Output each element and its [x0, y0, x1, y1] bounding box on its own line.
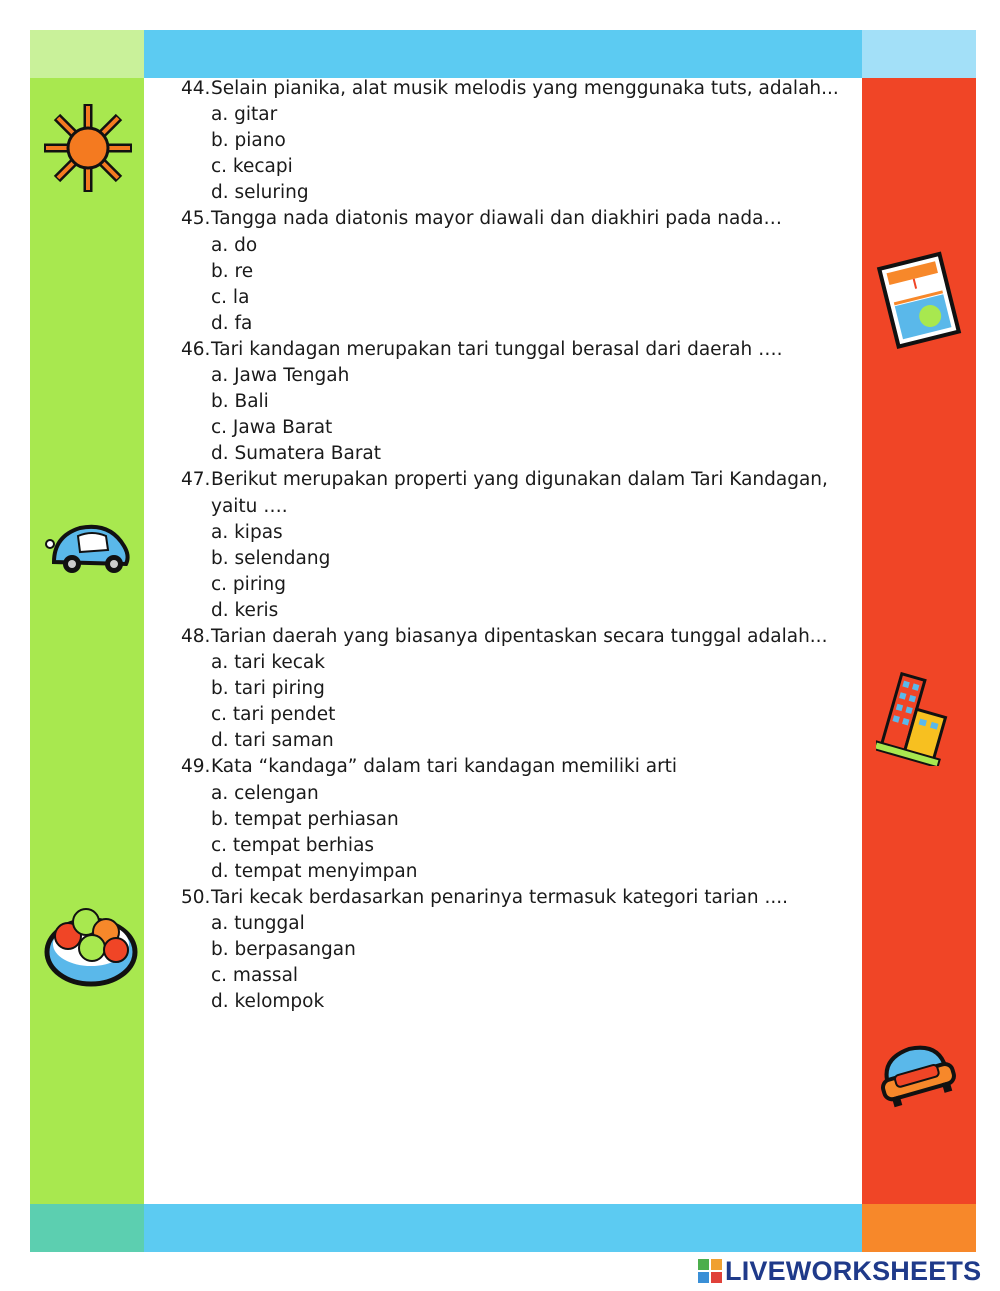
frame-corner-top-left	[30, 30, 144, 78]
question-number: 46.	[181, 338, 211, 360]
question-number: 49.	[181, 756, 211, 778]
frame-bottom-band	[144, 1204, 862, 1252]
question-number: 45.	[181, 208, 211, 230]
answer-option[interactable]: a. tunggal	[211, 913, 305, 934]
answer-option[interactable]: c. tempat berhias	[211, 834, 375, 856]
brand-text: LIVEWORKSHEETS	[725, 1255, 982, 1286]
question-block	[181, 337, 851, 467]
answer-option[interactable]: d. tari saman	[211, 730, 334, 752]
question-block	[181, 754, 851, 884]
answer-option[interactable]: c. massal	[211, 965, 299, 987]
question-text: Berikut merupakan properti yang digunakan dalam Tari Kandagan, yaitu ….	[211, 469, 828, 517]
answer-option[interactable]: c. piring	[211, 573, 287, 595]
question-row	[181, 467, 851, 519]
answer-option[interactable]: d. tempat menyimpan	[211, 860, 418, 882]
frame-left-strip	[30, 78, 144, 1204]
options-list	[181, 102, 851, 206]
question-text: Tarian daerah yang biasanya dipentaskan secara tunggal adalah...	[211, 625, 828, 647]
answer-option[interactable]: d. Sumatera Barat	[211, 443, 382, 465]
question-number: 44.	[181, 78, 211, 99]
answer-option[interactable]: d. kelompok	[211, 991, 325, 1013]
question-block	[181, 467, 851, 624]
answer-option[interactable]: a. gitar	[211, 104, 278, 126]
frame-corner-top-right	[862, 30, 976, 78]
answer-option[interactable]: c. Jawa Barat	[211, 417, 333, 439]
options-list	[181, 650, 851, 754]
question-block	[181, 885, 851, 1015]
question-block	[181, 206, 851, 336]
frame-corner-bottom-left	[30, 1204, 144, 1252]
frame-top-band	[144, 30, 862, 78]
frame-corner-bottom-right	[862, 1204, 976, 1252]
question-block	[181, 624, 851, 754]
answer-option[interactable]: b. berpasangan	[211, 939, 356, 961]
answer-option[interactable]: a. do	[211, 234, 258, 256]
sun-icon	[40, 100, 136, 196]
answer-option[interactable]: c. kecapi	[211, 156, 293, 178]
fruit-bowl-icon	[42, 902, 140, 988]
answer-option[interactable]: a. celengan	[211, 782, 319, 804]
question-row	[181, 206, 851, 232]
quiz-content	[181, 76, 851, 1015]
question-row	[181, 885, 851, 911]
answer-option[interactable]: d. keris	[211, 599, 279, 621]
question-block	[181, 76, 851, 206]
question-text: Selain pianika, alat musik melodis yang menggunaka tuts, adalah...	[211, 78, 839, 99]
answer-option[interactable]: b. tempat perhiasan	[211, 808, 399, 830]
car-icon	[44, 518, 134, 580]
answer-option[interactable]: b. tari piring	[211, 678, 325, 700]
buildings-icon	[876, 672, 960, 766]
answer-option[interactable]: b. selendang	[211, 547, 331, 569]
question-number: 50.	[181, 886, 211, 908]
question-text: Kata “kandaga” dalam tari kandagan memiliki arti	[211, 756, 678, 778]
liveworksheets-brand	[698, 1257, 981, 1285]
answer-option[interactable]: c. tari pendet	[211, 704, 336, 726]
options-list	[181, 781, 851, 885]
answer-option[interactable]: b. Bali	[211, 391, 269, 413]
question-text: Tari kecak berdasarkan penarinya termasuk kategori tarian ....	[211, 886, 789, 908]
options-list	[181, 911, 851, 1015]
liveworksheets-logo-icon	[698, 1259, 722, 1283]
question-row	[181, 76, 851, 102]
answer-option[interactable]: c. la	[211, 286, 250, 308]
answer-option[interactable]: a. kipas	[211, 521, 283, 543]
question-row	[181, 624, 851, 650]
sofa-icon	[874, 1036, 958, 1110]
answer-option[interactable]: a. Jawa Tengah	[211, 365, 350, 387]
question-row	[181, 754, 851, 780]
answer-option[interactable]: b. re	[211, 260, 254, 282]
answer-option[interactable]: b. piano	[211, 130, 286, 152]
question-number: 47.	[181, 469, 211, 491]
window-icon	[874, 248, 966, 352]
question-text: Tari kandagan merupakan tari tunggal berasal dari daerah ….	[211, 338, 783, 360]
answer-option[interactable]: d. fa	[211, 312, 253, 334]
options-list	[181, 520, 851, 624]
answer-option[interactable]: d. seluring	[211, 182, 309, 204]
question-number: 48.	[181, 625, 211, 647]
options-list	[181, 233, 851, 337]
options-list	[181, 363, 851, 467]
answer-option[interactable]: a. tari kecak	[211, 652, 325, 674]
question-text: Tangga nada diatonis mayor diawali dan diakhiri pada nada…	[211, 208, 782, 230]
question-row	[181, 337, 851, 363]
